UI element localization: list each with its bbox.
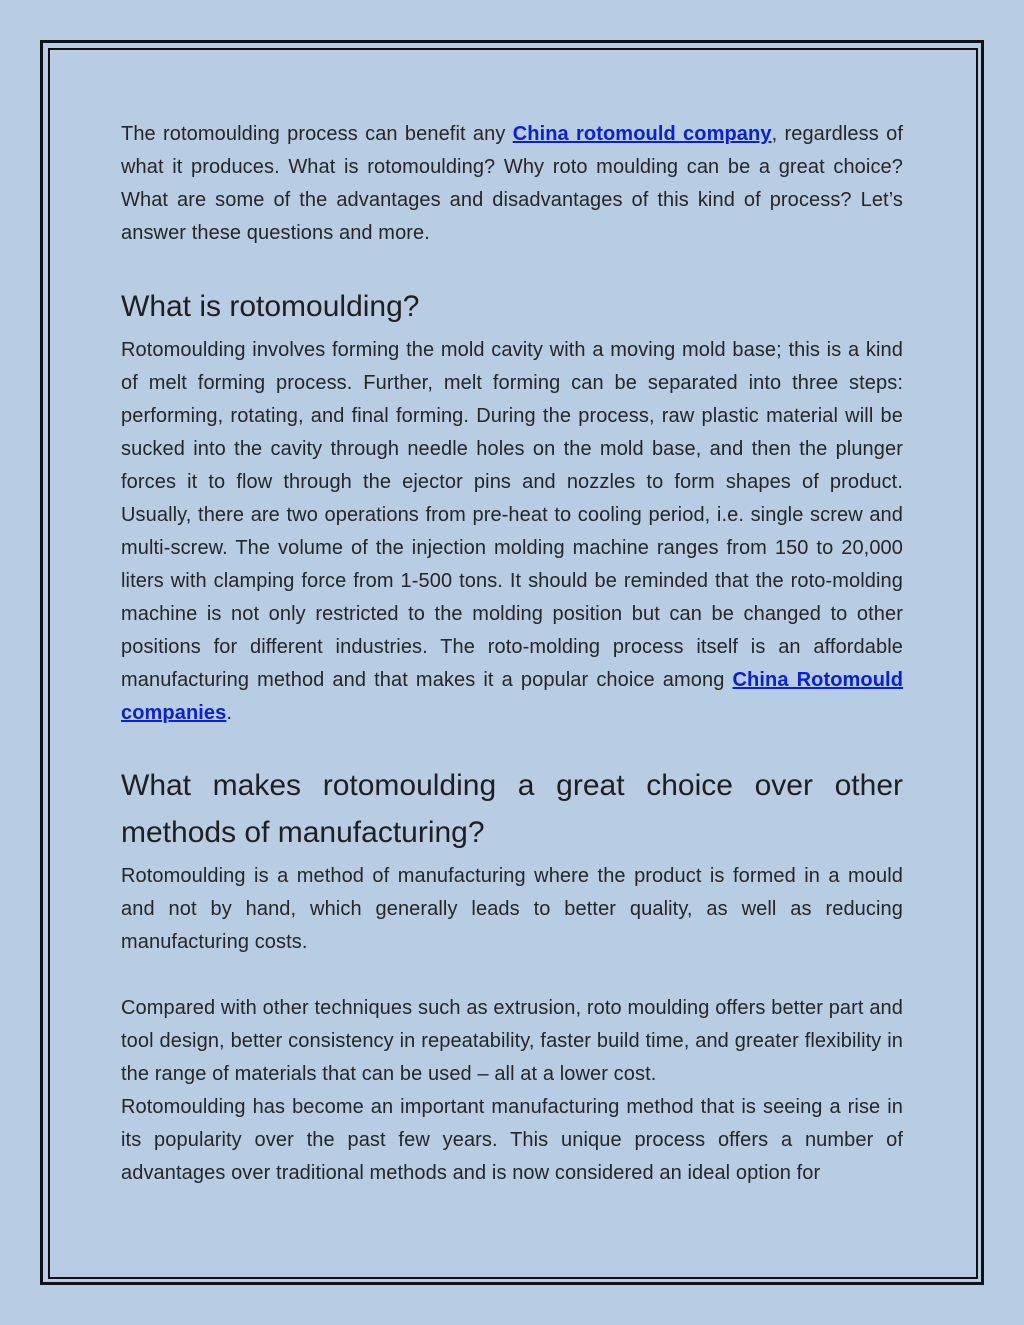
- intro-text-before: The rotomoulding process can benefit any: [121, 123, 513, 145]
- heading-what-is-rotomoulding: What is rotomoulding?: [121, 290, 420, 323]
- section2-paragraph-1: Rotomoulding is a method of manufacturing where the product is formed in a mould and not by hand, which generally leads to better quality, as well as reducing manufacturing costs.: [121, 865, 903, 953]
- section1-paragraph: [121, 334, 903, 730]
- china-rotomould-company-link[interactable]: China rotomould company: [512, 123, 772, 145]
- section1-text-after: .: [226, 702, 233, 724]
- heading-great-choice: What makes rotomoulding a great choice over other methods of manufacturing?: [121, 769, 903, 849]
- intro-text-after: , regardless of what it produces. What is rotomoulding? Why roto moulding can be a great choice? What are some of the advantages and disadvantages of this kind of process? Let’s answer these questions and more.: [121, 123, 903, 244]
- china-rotomould-companies-link[interactable]: China Rotomould companies: [121, 669, 904, 724]
- section1-text-before: Rotomoulding involves forming the mold cavity with a moving mold base; this is a kind of melt forming process. Further, melt forming can be separated into three steps: performing, rotating, and final forming. During the process, raw plastic material will be sucked into the cavity through needle holes on the mold base, and then the plunger forces it to flow through the ejector pins and nozzles to form shapes of product. Usually, there are two operations from pre-heat to cooling period, i.e. single screw and multi-screw. The volume of the injection molding machine ranges from 150 to 20,000 liters with clamping force from 1-500 tons. It should be reminded that the roto-molding machine is not only restricted to the molding position but can be changed to other positions for different industries. The roto-molding process itself is an affordable manufacturing method and that makes it a popular choice among: [121, 339, 903, 691]
- section2-paragraph-2a: Compared with other techniques such as extrusion, roto moulding offers better part and tool design, better consistency in repeatability, faster build time, and greater flexibility in the range of materials that can be used – all at a lower cost.: [121, 997, 903, 1085]
- section2-paragraph-2b: Rotomoulding has become an important manufacturing method that is seeing a rise in its popularity over the past few years. This unique process offers a number of advantages over traditional methods and is now considered an ideal option for: [121, 1096, 903, 1184]
- intro-paragraph: [121, 118, 903, 250]
- document-content: [121, 118, 903, 1190]
